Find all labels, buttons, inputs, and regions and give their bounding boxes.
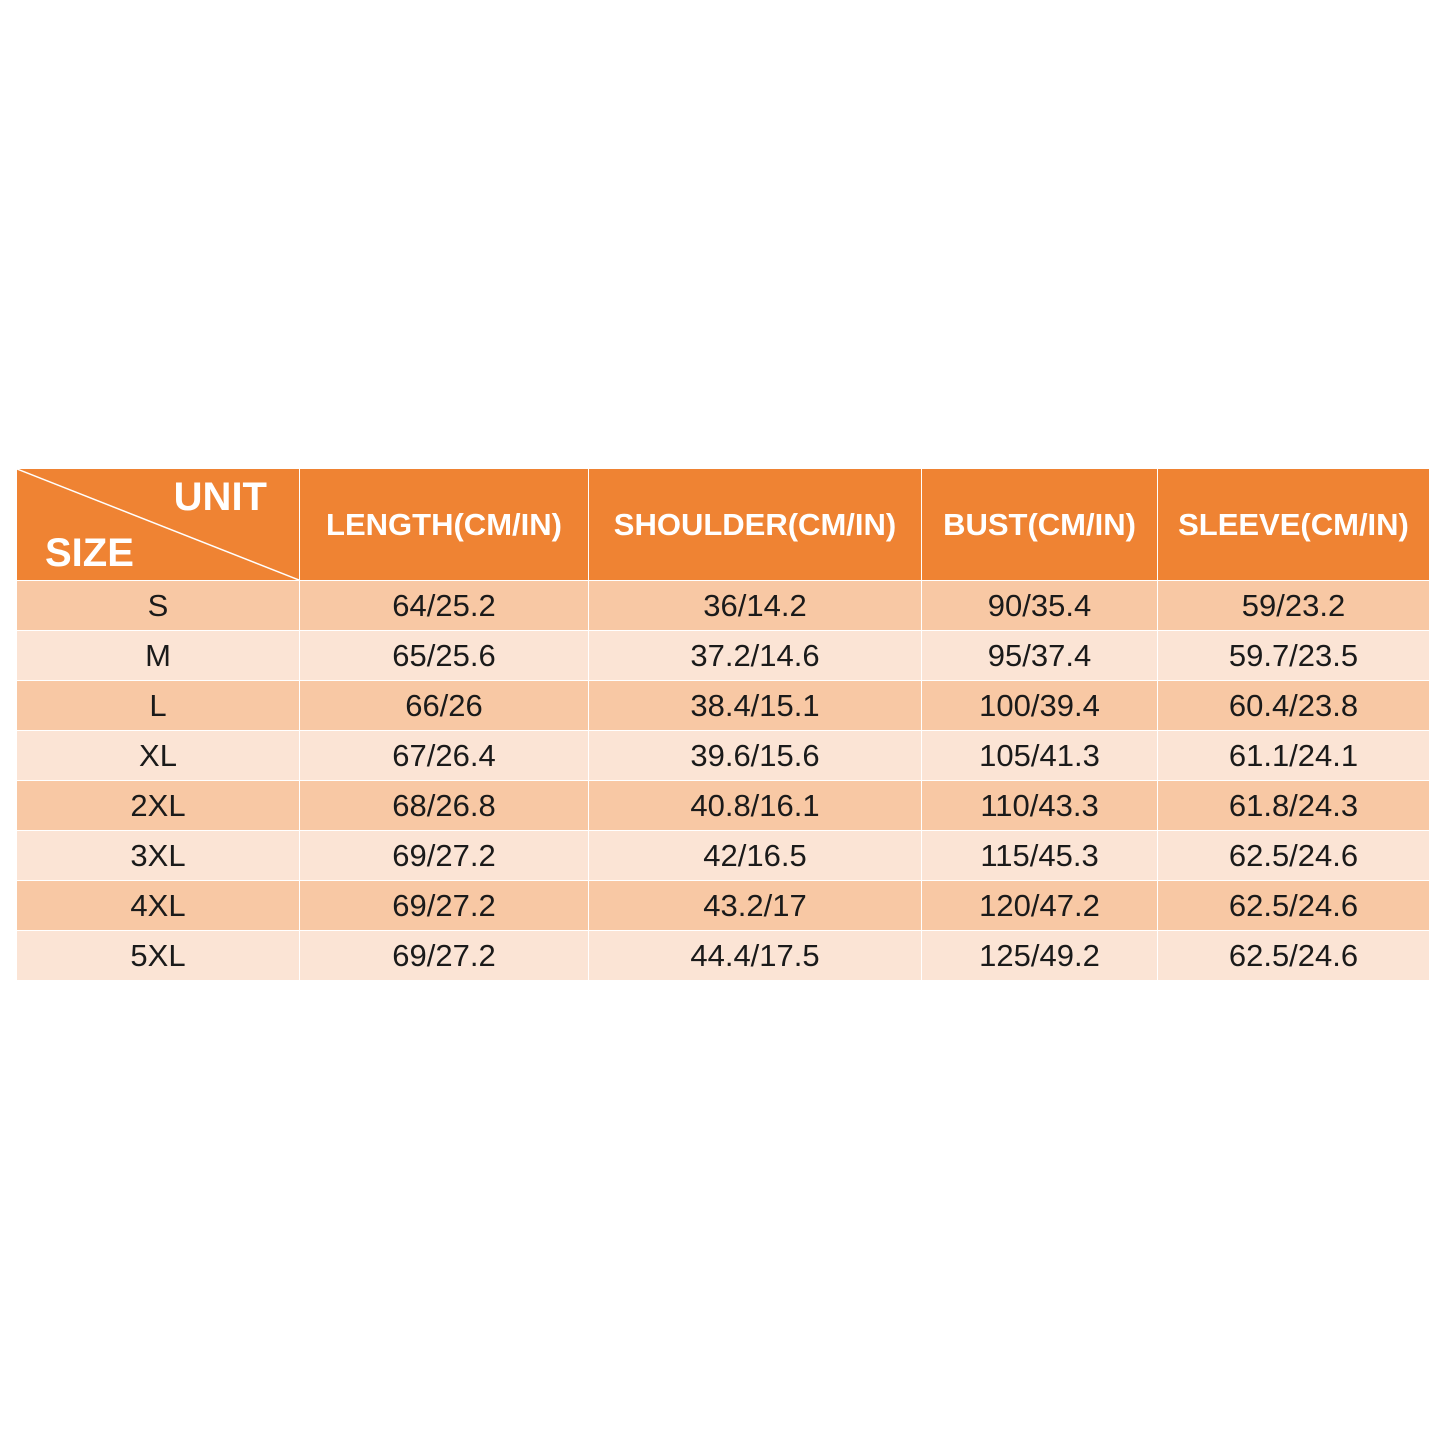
size-cell: 5XL — [17, 931, 300, 981]
size-cell: 2XL — [17, 781, 300, 831]
length-cell: 68/26.8 — [300, 781, 589, 831]
bust-cell: 110/43.3 — [922, 781, 1158, 831]
shoulder-cell: 36/14.2 — [589, 581, 922, 631]
length-cell: 65/25.6 — [300, 631, 589, 681]
shoulder-cell: 39.6/15.6 — [589, 731, 922, 781]
bust-cell: 105/41.3 — [922, 731, 1158, 781]
table-row — [17, 831, 1430, 881]
table-row — [17, 581, 1430, 631]
size-cell: XL — [17, 731, 300, 781]
bust-cell: 115/45.3 — [922, 831, 1158, 881]
bust-cell: 90/35.4 — [922, 581, 1158, 631]
table-row — [17, 931, 1430, 981]
bust-cell: 120/47.2 — [922, 881, 1158, 931]
sleeve-cell: 59.7/23.5 — [1158, 631, 1430, 681]
size-chart-table — [16, 468, 1430, 981]
column-header-sleeve: SLEEVE(CM/IN) — [1158, 469, 1430, 581]
corner-header-cell — [17, 469, 300, 581]
length-cell: 69/27.2 — [300, 831, 589, 881]
bust-cell: 95/37.4 — [922, 631, 1158, 681]
unit-label: UNIT — [173, 475, 267, 519]
length-cell: 69/27.2 — [300, 881, 589, 931]
size-cell: M — [17, 631, 300, 681]
sleeve-cell: 60.4/23.8 — [1158, 681, 1430, 731]
shoulder-cell: 43.2/17 — [589, 881, 922, 931]
table-row — [17, 881, 1430, 931]
header-row — [17, 469, 1430, 581]
size-cell: 3XL — [17, 831, 300, 881]
length-cell: 64/25.2 — [300, 581, 589, 631]
length-cell: 69/27.2 — [300, 931, 589, 981]
sleeve-cell: 62.5/24.6 — [1158, 931, 1430, 981]
column-header-bust: BUST(CM/IN) — [922, 469, 1158, 581]
shoulder-cell: 44.4/17.5 — [589, 931, 922, 981]
shoulder-cell: 42/16.5 — [589, 831, 922, 881]
length-cell: 66/26 — [300, 681, 589, 731]
table-row — [17, 681, 1430, 731]
sleeve-cell: 62.5/24.6 — [1158, 881, 1430, 931]
table-row — [17, 731, 1430, 781]
bust-cell: 100/39.4 — [922, 681, 1158, 731]
table-row — [17, 631, 1430, 681]
size-cell: S — [17, 581, 300, 631]
size-label: SIZE — [45, 531, 134, 575]
sleeve-cell: 62.5/24.6 — [1158, 831, 1430, 881]
bust-cell: 125/49.2 — [922, 931, 1158, 981]
size-cell: 4XL — [17, 881, 300, 931]
shoulder-cell: 40.8/16.1 — [589, 781, 922, 831]
sleeve-cell: 61.1/24.1 — [1158, 731, 1430, 781]
size-cell: L — [17, 681, 300, 731]
length-cell: 67/26.4 — [300, 731, 589, 781]
sleeve-cell: 59/23.2 — [1158, 581, 1430, 631]
shoulder-cell: 38.4/15.1 — [589, 681, 922, 731]
shoulder-cell: 37.2/14.6 — [589, 631, 922, 681]
sleeve-cell: 61.8/24.3 — [1158, 781, 1430, 831]
table-row — [17, 781, 1430, 831]
column-header-shoulder: SHOULDER(CM/IN) — [589, 469, 922, 581]
column-header-length: LENGTH(CM/IN) — [300, 469, 589, 581]
